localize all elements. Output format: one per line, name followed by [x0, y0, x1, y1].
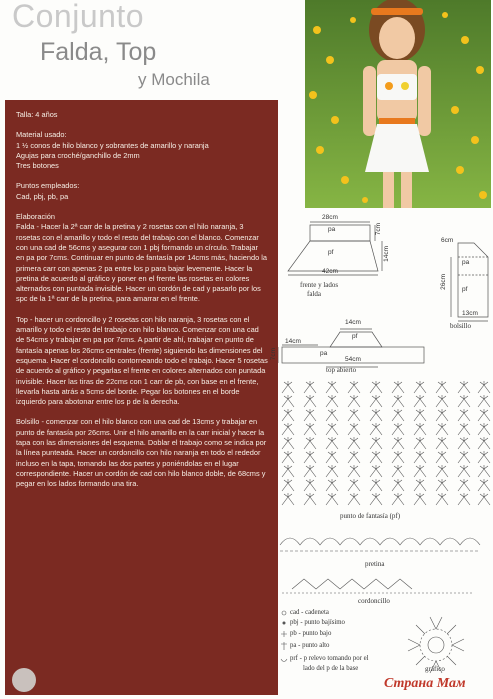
graph-caption: gráfico — [425, 665, 445, 673]
instructions-text — [16, 110, 268, 500]
legend-item: prf - p relevo tomando por el — [290, 655, 369, 662]
top-total-width: 54cm — [345, 356, 361, 363]
elaboration-heading: Elaboración — [16, 212, 56, 222]
cord-caption: cordoncillo — [358, 597, 390, 605]
decorative-dot — [12, 668, 36, 692]
legend-item: lado del p de la base — [303, 665, 359, 672]
top-pf-label: pf — [352, 333, 358, 340]
top-upper-width: 14cm — [345, 319, 361, 326]
top-body-label: pa — [320, 350, 328, 357]
skirt-instructions: Falda - Hacer la 2ª carr de la pretina y 2 rosetas con el hilo naranja, 3 rosetas con el amarillo y todo el resto del trabajo con el blanco. Comenzar con una cad de 56cms y asegurar con 1 pbj formando un círculo. Trabajar en pa por 7cms. Continuar en punto de fantasía por 14cms más, haciendo la primera carr con apenas 2 pa entre los p para bajar levemente. Hacer la pretina de acuerdo al gráfico y poner en el frente las rosetas en colores alternados con puntada invisible. Hacer un cordón de cad y pasarlo por los spc de la 1ª carr de la pretina, para amarrar en el frente. — [16, 222, 268, 304]
stitches-heading: Puntos empleados: — [16, 181, 80, 191]
bag-instructions: Bolsillo - comenzar con el hilo blanco con una cad de 13cms y trabajar en punto de fantasía por 26cms. Unir el hilo amarillo en la carr inicial y hacer la tapa con las dimensiones del esquema. Doblar el trabajo como se indica por la línea punteada. Hacer un cordoncillo con hilo naranja en todo el rededor incluso en la tapa, tomando las dos partes y poniéndolas en el lugar correspondiente. Hacer un cordón de cad con hilo blanco doble, de 68cms y pegar en los lados formando una tira. — [16, 417, 267, 489]
top-caption: top abierto — [326, 366, 357, 374]
materials-heading: Material usado: — [16, 130, 67, 140]
skirt-side-bottom: 14cm — [383, 246, 390, 262]
skirt-caption: frente y lados — [300, 281, 339, 289]
skirt-side-top: 7cm — [375, 223, 382, 236]
model-photo — [305, 0, 491, 208]
bag-caption: bolsillo — [450, 322, 472, 330]
bag-top-label: 6cm — [441, 237, 454, 244]
bag-height-label: 26cm — [440, 274, 447, 290]
bag-bottom-label: 13cm — [462, 310, 478, 317]
legend-item: pbj - punto bajísimo — [290, 619, 345, 626]
skirt-lower-label: pf — [328, 249, 334, 256]
material-item: Agujas para croché/ganchillo de 2mm — [16, 150, 140, 160]
skirt-upper-label: pa — [328, 226, 336, 233]
fantasy-caption: punto de fantasía (pf) — [340, 512, 401, 520]
bag-pf-label: pf — [462, 286, 468, 293]
watermark-logo: Страна Мам — [384, 676, 466, 691]
skirt-bottom-width: 42cm — [322, 268, 338, 275]
stitches-text: Cad, pbj, pb, pa — [16, 191, 69, 201]
legend-item: pb - punto bajo — [290, 630, 332, 637]
material-item: Tres botones — [16, 161, 59, 171]
legend-item: pa - punto alto — [290, 642, 330, 649]
size-text: Talla: 4 años — [16, 110, 58, 119]
top-instructions: Top - hacer un cordoncillo y 2 rosetas con hilo naranja, 3 rosetas con el amarillo y todo el resto del trabajo con hilo blanco. Comenzar con una cad de 54cms y trabajar en pa por 7cms. A partir de ahí, trabajar en punto de fantasía apenas los 26cms centrales (frente) siguiendo las dimensiones del esquema. Hacer el cordoncillo contorneando todo el trabajo. Hacer 5 rosetas de acuerdo al gráfico y pegarlas el frente en colores alternados con puntada invisible. Hacer las tiras de 22cms con 1 carr de pb, con base en el frente, llevarla hasta atrás a 5cms del borde. Pegar los botones en el borde izquierdo para abotonar entre los p de la derecha. — [16, 314, 268, 407]
page-title: Conjunto — [12, 0, 145, 34]
skirt-caption-2: falda — [307, 290, 321, 298]
photo-illustration — [305, 0, 491, 208]
legend-item: cad - cadeneta — [290, 609, 329, 616]
waistband-caption: pretina — [365, 560, 385, 568]
top-side-label: 7cm — [270, 348, 277, 361]
top-left-width: 14cm — [285, 338, 301, 345]
page-subtitle: Falda, Top — [40, 38, 157, 66]
material-item: 1 ½ conos de hilo blanco y sobrantes de amarillo y naranja — [16, 140, 209, 150]
page-subtitle-2: y Mochila — [138, 70, 210, 89]
bag-pa-label: pa — [462, 259, 470, 266]
skirt-top-width: 28cm — [322, 214, 338, 221]
